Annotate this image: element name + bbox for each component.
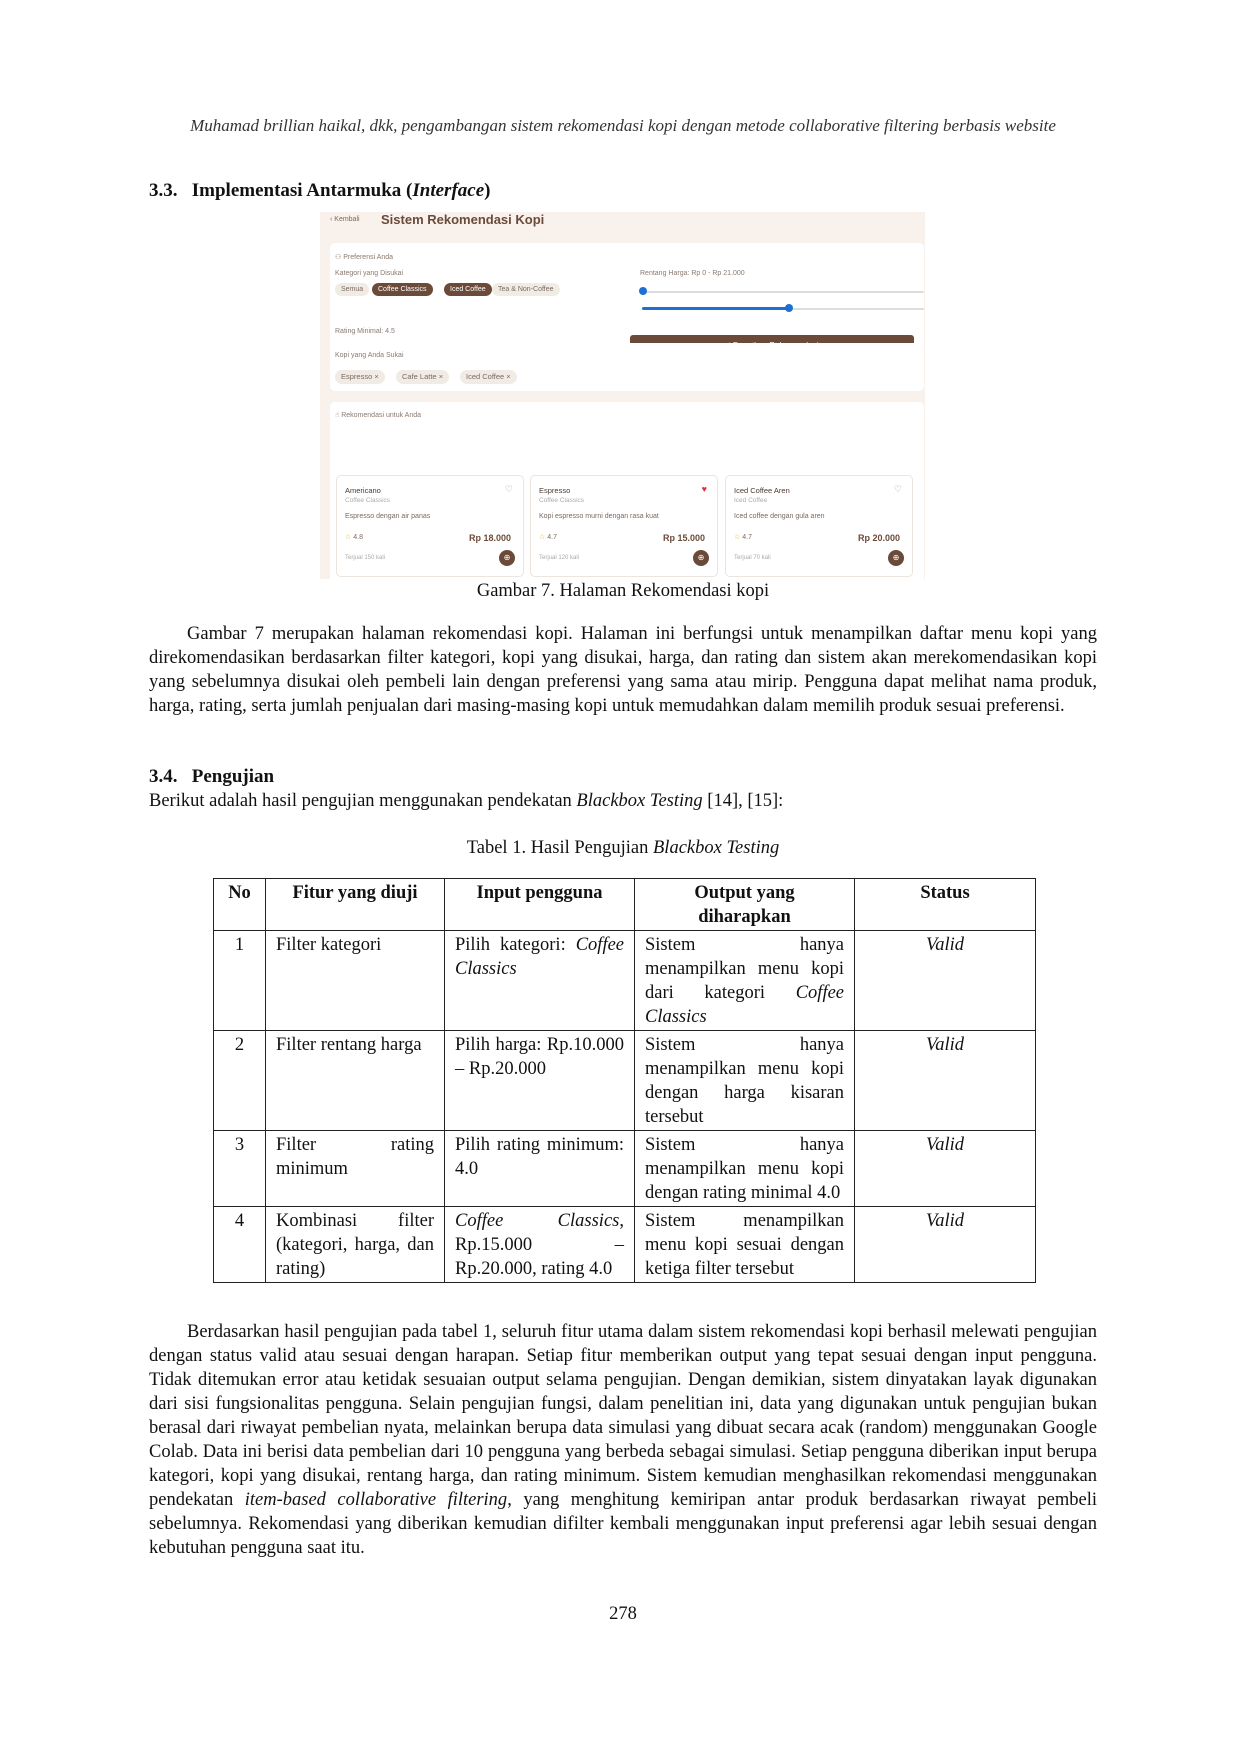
product-rating-value: 4.7 [742,534,752,541]
product-category: Iced Coffee [734,497,768,504]
chip-iced-coffee[interactable]: Iced Coffee [444,283,492,296]
section-3-3-heading [149,180,490,202]
col-status: Status [855,879,1036,931]
page-number: 278 [609,1604,637,1624]
price-label: Rentang Harga: Rp 0 - Rp 21.000 [640,270,745,277]
section-title: Implementasi Antarmuka ( [191,180,413,201]
app-title: Sistem Rekomendasi Kopi [381,212,545,227]
pref-title [335,253,393,261]
cell-fitur: Filter rating minimum [266,1131,445,1207]
cart-icon[interactable]: ⊕ [499,550,515,566]
paragraph-2 [149,1320,1097,1560]
intro-text: Berikut adalah hasil pengujian menggunakan pendekatan [149,791,577,811]
paper-page [149,0,1097,1754]
product-card[interactable] [530,475,718,577]
cell-fitur: Filter rentang harga [266,1031,445,1131]
table-row [214,1207,1036,1283]
cell-status: Valid [855,1031,1036,1131]
product-price: Rp 20.000 [857,533,900,543]
product-card[interactable] [725,475,913,577]
table-header-row [214,879,1036,931]
product-category: Coffee Classics [345,497,391,504]
heart-icon[interactable]: ♡ [504,484,513,494]
product-rating-value: 4.8 [353,534,363,541]
intro-italic: Blackbox Testing [576,791,703,811]
output-italic: Coffee Classics [645,983,845,1027]
liked-chip-espresso[interactable]: Espresso × [335,370,385,384]
cell-no: 2 [214,1031,266,1131]
cell-input [445,1207,635,1283]
cart-icon[interactable]: ⊕ [888,550,904,566]
liked-chip-iced-coffee[interactable]: Iced Coffee × [460,370,517,384]
product-rating [345,533,363,541]
table-caption [149,838,1097,859]
section-title-italic: Interface [412,180,485,201]
liked-card [330,343,924,391]
input-italic: Coffee Classics [455,935,625,979]
product-category: Coffee Classics [539,497,585,504]
col-no: No [214,879,266,931]
table-row [214,1131,1036,1207]
section-number: 3.3. [149,180,178,201]
price-min-knob[interactable] [639,287,647,295]
product-sold: Terjual 150 kali [345,555,386,561]
rating-label: Rating Minimal: 4.5 [335,328,395,335]
cell-fitur: Filter kategori [266,931,445,1031]
product-desc: Iced coffee dengan gula aren [734,513,825,520]
blackbox-table [213,878,1036,1283]
cart-icon[interactable]: ⊕ [693,550,709,566]
cell-no: 1 [214,931,266,1031]
input-italic: Coffee Classics [455,1211,620,1231]
cell-input: Pilih harga: Rp.10.000 – Rp.20.000 [445,1031,635,1131]
figure-screenshot [320,212,925,579]
cell-status: Valid [855,1131,1036,1207]
price-max-knob[interactable] [785,304,793,312]
cell-no: 4 [214,1207,266,1283]
col-output: Output yang diharapkan [635,879,855,931]
testing-intro [149,789,1097,813]
paragraph-2-text: Berdasarkan hasil pengujian pada tabel 1, seluruh fitur utama dalam sistem rekomendasi kopi berhasil melewati pengujian dengan status valid atau sesuai dengan harapan. Setiap fitur memberikan output yang tepat sesuai dengan input pengguna. Tidak ditemukan error atau ketidak sesuaian output selama pengujian. Dengan demikian, sistem dinyatakan layak digunakan dari sisi fungsionalitas pengguna. Selain pengujian fungsi, dalam penelitian ini, data yang digunakan untuk pengujian bukan berasal dari riwayat pembelian nyata, melainkan berupa data simulasi yang dibuat secara acak (random) menggunakan Google Colab. Data ini berisi data pembelian dari 10 pengguna yang berbeda sebagai simulasi. Setiap pengguna diberikan input berupa kategori, kopi yang disukai, rentang harga, dan rating minimum. Sistem kemudian menghasilkan rekomendasi menggunakan pendekatan [149,1322,1097,1510]
cell-status: Valid [855,1207,1036,1283]
cell-input: Pilih rating minimum: 4.0 [445,1131,635,1207]
product-sold: Terjual 70 kali [734,555,771,561]
section-number: 3.4. [149,766,178,787]
back-link[interactable]: ‹ Kembali [330,216,360,223]
heart-icon[interactable]: ♡ [893,484,902,494]
paragraph-2-text-end: , yang menghitung kemiripan antar produk berdasarkan riwayat pembeli sebelumnya. Rekomendasi yang diberikan kemudian difilter kembali menggunakan input preferensi agar lebih sesuai dengan kebutuhan pengguna saat itu. [149,1490,1097,1558]
running-header: Muhamad brillian haikal, dkk, pengambangan sistem rekomendasi kopi dengan metode collaborative filtering berbasis website [190,116,1056,135]
product-rating-value: 4.7 [547,534,557,541]
paragraph-2-italic: item-based collaborative filtering [244,1490,508,1510]
pref-title-text: Preferensi Anda [343,254,394,261]
category-label: Kategori yang Disukai [335,270,404,277]
product-price: Rp 18.000 [468,533,511,543]
figure-caption: Gambar 7. Halaman Rekomendasi kopi [476,581,770,601]
cell-input [445,931,635,1031]
product-name: Americano [345,486,381,495]
product-name: Espresso [539,486,571,495]
cell-output [635,931,855,1031]
product-card[interactable] [336,475,524,577]
product-rating [539,533,557,541]
chip-tea-non-coffee[interactable]: Tea & Non-Coffee [492,283,560,296]
price-min-track [642,291,924,293]
cell-output: Sistem hanya menampilkan menu kopi dengan harga kisaran tersebut [635,1031,855,1131]
col-input: Input pengguna [445,879,635,931]
product-desc: Kopi espresso murni dengan rasa kuat [539,513,659,520]
product-rating [734,533,752,541]
user-icon: ⚇ [335,254,342,261]
cell-output: Sistem hanya menampilkan menu kopi dengan rating minimal 4.0 [635,1131,855,1207]
section-title-end: ) [484,180,491,201]
star-icon: ☆ [734,534,741,541]
rec-title [335,411,421,419]
chip-coffee-classics[interactable]: Coffee Classics [372,283,433,296]
chip-semua[interactable]: Semua [335,283,369,296]
product-price: Rp 15.000 [662,533,705,543]
input-text: Pilih kategori: [455,935,566,955]
cell-fitur: Kombinasi filter (kategori, harga, dan rating) [266,1207,445,1283]
paragraph-1: Gambar 7 merupakan halaman rekomendasi kopi. Halaman ini berfungsi untuk menampilkan daftar menu kopi yang direkomendasikan berdasarkan filter kategori, kopi yang disukai, harga, dan rating dan sistem akan merekomendasikan kopi yang sebelumnya disukai oleh pembeli lain dengan preferensi yang sama atau mirip. Pengguna dapat melihat nama produk, harga, rating, serta jumlah penjualan dari masing-masing kopi untuk memudahkan dalam memilih produk sesuai preferensi. [149,624,1097,716]
cell-output: Sistem menampilkan menu kopi sesuai dengan ketiga filter tersebut [635,1207,855,1283]
price-max-fill [642,307,789,310]
product-name: Iced Coffee Aren [734,486,790,495]
table-row [214,931,1036,1031]
intro-citation: [14], [15]: [702,791,784,811]
liked-chip-cafe-latte[interactable]: Cafe Latte × [396,370,449,384]
input-text: , Rp.15.000 – Rp.20.000, rating 4.0 [455,1211,624,1279]
heart-filled-icon[interactable]: ♥ [701,484,707,494]
rec-title-text: Rekomendasi untuk Anda [341,412,421,419]
col-fitur: Fitur yang diuji [266,879,445,931]
product-sold: Terjual 120 kali [539,555,580,561]
table-row [214,1031,1036,1131]
cell-no: 3 [214,1131,266,1207]
section-title: Pengujian [191,766,275,787]
section-3-4-heading [149,766,274,788]
star-icon: ☆ [345,534,352,541]
table-caption-italic: Blackbox Testing [653,838,780,858]
star-icon: ☆ [539,534,546,541]
liked-title: Kopi yang Anda Sukai [335,352,404,359]
product-desc: Espresso dengan air panas [345,513,431,520]
cell-status: Valid [855,931,1036,1031]
table-caption-text: Tabel 1. Hasil Pengujian [466,838,653,858]
thumb-icon: ☝ [335,412,340,419]
output-text: Sistem hanya menampilkan menu kopi dari kategori [645,935,844,1003]
